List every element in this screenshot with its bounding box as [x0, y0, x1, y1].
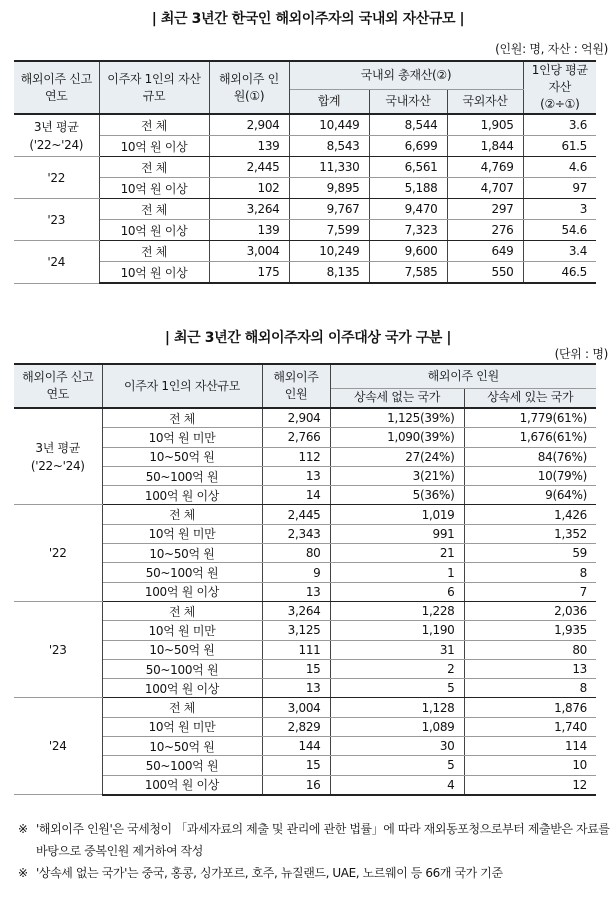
scale-cell: 10억 원 이상 [99, 178, 209, 199]
people-cell: 144 [262, 737, 330, 756]
tax-cell: 1,426 [464, 505, 596, 524]
table-row [14, 241, 596, 262]
header-inheritance-tax: 상속세 있는 국가 [464, 388, 596, 408]
people-cell: 2,904 [262, 408, 330, 428]
table-row [14, 178, 596, 199]
no_tax-cell: 5 [330, 679, 464, 698]
people-cell: 139 [209, 136, 289, 157]
scale-cell: 100억 원 이상 [102, 486, 262, 505]
people-cell: 139 [209, 220, 289, 241]
scale-cell: 전 체 [99, 199, 209, 220]
domestic-cell: 7,323 [369, 220, 447, 241]
domestic-cell: 5,188 [369, 178, 447, 199]
table-row [14, 563, 596, 582]
foreign-cell: 276 [447, 220, 523, 241]
sum-cell: 10,249 [289, 241, 369, 262]
scale-cell: 전 체 [102, 601, 262, 620]
scale-cell: 50~100억 원 [102, 659, 262, 678]
table-row [14, 524, 596, 543]
tax-cell: 8 [464, 679, 596, 698]
tax-cell: 1,876 [464, 698, 596, 717]
year-cell: 3년 평균 ('22~'24) [14, 114, 99, 157]
table-row [14, 544, 596, 563]
people-cell: 9 [262, 563, 330, 582]
scale-cell: 전 체 [102, 408, 262, 428]
header-people: 해외이주 인원(①) [209, 61, 289, 114]
note-text: '해외이주 인원'은 국세청이 「과세자료의 제출 및 관리에 관한 법률」에 따라 재외동포청으로부터 제출받은 자료를 바탕으로 중복인원 제거하여 작성 [36, 822, 610, 858]
table-row [14, 486, 596, 505]
scale-cell: 50~100억 원 [102, 466, 262, 485]
scale-cell: 10~50억 원 [102, 447, 262, 466]
people-cell: 3,125 [262, 621, 330, 640]
scale-cell: 10~50억 원 [102, 640, 262, 659]
tax-cell: 7 [464, 582, 596, 601]
note-mark: ※ [18, 866, 28, 880]
foreign-cell: 297 [447, 199, 523, 220]
sum-cell: 8,543 [289, 136, 369, 157]
domestic-cell: 6,699 [369, 136, 447, 157]
tax-cell: 8 [464, 563, 596, 582]
no_tax-cell: 1,228 [330, 601, 464, 620]
scale-cell: 10억 원 미만 [102, 621, 262, 640]
no_tax-cell: 27(24%) [330, 447, 464, 466]
scale-cell: 100억 원 이상 [102, 775, 262, 795]
sum-cell: 7,599 [289, 220, 369, 241]
table1-unit: (인원: 명, 자산 : 억원) [495, 42, 608, 56]
people-cell: 111 [262, 640, 330, 659]
footnote [14, 862, 610, 884]
year-cell: 3년 평균 ('22~'24) [14, 408, 102, 505]
scale-cell: 전 체 [102, 698, 262, 717]
scale-cell: 10억 원 미만 [102, 717, 262, 736]
header-foreign: 국외자산 [447, 90, 523, 114]
tax-cell: 13 [464, 659, 596, 678]
people-cell: 2,829 [262, 717, 330, 736]
table-row [14, 717, 596, 736]
sum-cell: 9,767 [289, 199, 369, 220]
tax-cell: 10 [464, 756, 596, 775]
header-year: 해외이주 신고연도 [14, 364, 102, 408]
table2-title: | 최근 3년간 해외이주자의 이주대상 국가 구분 | [164, 330, 452, 346]
table-row [14, 136, 596, 157]
no_tax-cell: 1,128 [330, 698, 464, 717]
scale-cell: 10억 원 이상 [99, 136, 209, 157]
per-cell: 54.6 [523, 220, 596, 241]
people-cell: 13 [262, 679, 330, 698]
sum-cell: 8,135 [289, 262, 369, 284]
foreign-cell: 4,769 [447, 157, 523, 178]
no_tax-cell: 4 [330, 775, 464, 795]
table-row [14, 428, 596, 447]
per-cell: 97 [523, 178, 596, 199]
header-emigrants: 해외이주 인원 [330, 364, 596, 388]
tax-cell: 2,036 [464, 601, 596, 620]
footnotes [14, 818, 610, 884]
tax-cell: 1,779(61%) [464, 408, 596, 428]
no_tax-cell: 2 [330, 659, 464, 678]
table-row [14, 775, 596, 795]
tax-cell: 84(76%) [464, 447, 596, 466]
no_tax-cell: 5 [330, 756, 464, 775]
header-year: 해외이주 신고연도 [14, 61, 99, 114]
table-row [14, 447, 596, 466]
people-cell: 2,343 [262, 524, 330, 543]
scale-cell: 50~100억 원 [102, 563, 262, 582]
scale-cell: 10억 원 이상 [99, 262, 209, 284]
sum-cell: 11,330 [289, 157, 369, 178]
table-row [14, 737, 596, 756]
scale-cell: 전 체 [102, 505, 262, 524]
domestic-cell: 9,470 [369, 199, 447, 220]
people-cell: 13 [262, 466, 330, 485]
people-cell: 112 [262, 447, 330, 466]
note-mark: ※ [18, 822, 28, 836]
year-cell: '22 [14, 505, 102, 601]
foreign-cell: 649 [447, 241, 523, 262]
no_tax-cell: 1,089 [330, 717, 464, 736]
people-cell: 175 [209, 262, 289, 284]
header-scale: 이주자 1인의 자산규모 [102, 364, 262, 408]
table-row [14, 756, 596, 775]
header-per-person: 1인당 평균자산 (②÷①) [523, 61, 596, 114]
people-cell: 13 [262, 582, 330, 601]
table-row [14, 199, 596, 220]
table-row [14, 679, 596, 698]
people-cell: 3,264 [262, 601, 330, 620]
table-row [14, 408, 596, 428]
table-row [14, 659, 596, 678]
footnote [14, 818, 610, 862]
no_tax-cell: 991 [330, 524, 464, 543]
people-cell: 15 [262, 756, 330, 775]
scale-cell: 전 체 [99, 157, 209, 178]
per-cell: 46.5 [523, 262, 596, 284]
tax-cell: 1,676(61%) [464, 428, 596, 447]
no_tax-cell: 3(21%) [330, 466, 464, 485]
table-row [14, 262, 596, 284]
people-cell: 2,445 [262, 505, 330, 524]
table-row [14, 640, 596, 659]
no_tax-cell: 1,190 [330, 621, 464, 640]
domestic-cell: 6,561 [369, 157, 447, 178]
tax-cell: 80 [464, 640, 596, 659]
people-cell: 16 [262, 775, 330, 795]
no_tax-cell: 6 [330, 582, 464, 601]
tax-cell: 1,352 [464, 524, 596, 543]
scale-cell: 10억 원 미만 [102, 524, 262, 543]
scale-cell: 50~100억 원 [102, 756, 262, 775]
year-cell: '24 [14, 241, 99, 284]
people-cell: 102 [209, 178, 289, 199]
table-row [14, 157, 596, 178]
no_tax-cell: 30 [330, 737, 464, 756]
table-row [14, 601, 596, 620]
table-row [14, 114, 596, 136]
people-cell: 3,264 [209, 199, 289, 220]
scale-cell: 전 체 [99, 241, 209, 262]
year-cell: '23 [14, 601, 102, 697]
sum-cell: 9,895 [289, 178, 369, 199]
tax-cell: 1,740 [464, 717, 596, 736]
scale-cell: 10억 원 이상 [99, 220, 209, 241]
scale-cell: 100억 원 이상 [102, 679, 262, 698]
header-no-inheritance-tax: 상속세 없는 국가 [330, 388, 464, 408]
per-cell: 3.6 [523, 114, 596, 136]
table-row [14, 698, 596, 717]
no_tax-cell: 21 [330, 544, 464, 563]
header-total-assets: 국내외 총재산(②) [289, 61, 523, 90]
no_tax-cell: 1,090(39%) [330, 428, 464, 447]
people-cell: 2,445 [209, 157, 289, 178]
scale-cell: 전 체 [99, 114, 209, 136]
scale-cell: 10~50억 원 [102, 544, 262, 563]
people-cell: 14 [262, 486, 330, 505]
people-cell: 3,004 [209, 241, 289, 262]
header-scale: 이주자 1인의 자산규모 [99, 61, 209, 114]
per-cell: 4.6 [523, 157, 596, 178]
per-cell: 3.4 [523, 241, 596, 262]
people-cell: 80 [262, 544, 330, 563]
destination-country-table [14, 363, 596, 796]
per-cell: 3 [523, 199, 596, 220]
year-cell: '22 [14, 157, 99, 199]
table2-unit: (단위 : 명) [554, 347, 608, 361]
per-cell: 61.5 [523, 136, 596, 157]
no_tax-cell: 5(36%) [330, 486, 464, 505]
domestic-cell: 9,600 [369, 241, 447, 262]
domestic-cell: 7,585 [369, 262, 447, 284]
table-row [14, 505, 596, 524]
domestic-cell: 8,544 [369, 114, 447, 136]
no_tax-cell: 1 [330, 563, 464, 582]
tax-cell: 1,935 [464, 621, 596, 640]
scale-cell: 10~50억 원 [102, 737, 262, 756]
foreign-cell: 4,707 [447, 178, 523, 199]
note-text: '상속세 없는 국가'는 중국, 홍콩, 싱가포르, 호주, 뉴질랜드, UAE, 노르웨이 등 66개 국가 기준 [36, 866, 503, 880]
people-cell: 2,904 [209, 114, 289, 136]
people-cell: 3,004 [262, 698, 330, 717]
no_tax-cell: 31 [330, 640, 464, 659]
tax-cell: 10(79%) [464, 466, 596, 485]
foreign-cell: 1,844 [447, 136, 523, 157]
asset-scale-table [14, 60, 596, 284]
foreign-cell: 550 [447, 262, 523, 284]
foreign-cell: 1,905 [447, 114, 523, 136]
scale-cell: 10억 원 미만 [102, 428, 262, 447]
asset-scale-body [14, 114, 596, 283]
header-people: 해외이주 인원 [262, 364, 330, 408]
tax-cell: 12 [464, 775, 596, 795]
no_tax-cell: 1,125(39%) [330, 408, 464, 428]
tax-cell: 9(64%) [464, 486, 596, 505]
tax-cell: 59 [464, 544, 596, 563]
tax-cell: 114 [464, 737, 596, 756]
header-domestic: 국내자산 [369, 90, 447, 114]
table-row [14, 582, 596, 601]
destination-country-body [14, 408, 596, 795]
people-cell: 15 [262, 659, 330, 678]
year-cell: '24 [14, 698, 102, 795]
scale-cell: 100억 원 이상 [102, 582, 262, 601]
no_tax-cell: 1,019 [330, 505, 464, 524]
sum-cell: 10,449 [289, 114, 369, 136]
header-sum: 합계 [289, 90, 369, 114]
table1-title: | 최근 3년간 한국인 해외이주자의 국내외 자산규모 | [151, 11, 465, 27]
table-row [14, 220, 596, 241]
table-row [14, 466, 596, 485]
table-row [14, 621, 596, 640]
year-cell: '23 [14, 199, 99, 241]
people-cell: 2,766 [262, 428, 330, 447]
